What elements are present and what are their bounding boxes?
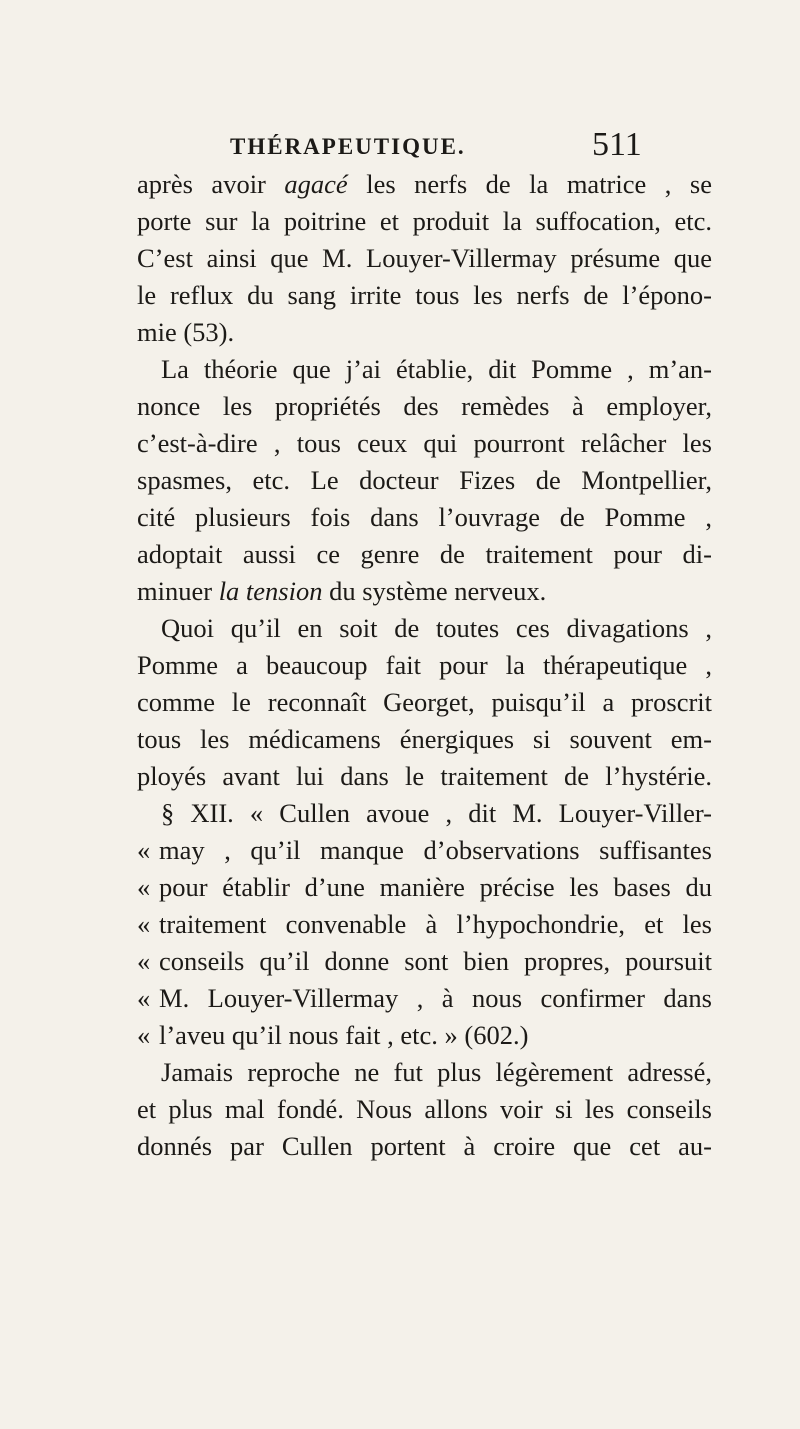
text-line: tous les médicamens énergiques si souvent em-: [137, 724, 712, 754]
quote-line: [137, 980, 712, 1017]
quote-text: may , qu’il manque d’observations suffisantes: [159, 835, 712, 865]
text-line: comme le reconnaît Georget, puisqu’il a proscrit: [137, 687, 712, 717]
quote-mark: «: [137, 872, 151, 902]
text-line: C’est ainsi que M. Louyer-Villermay présume que: [137, 243, 712, 273]
text-line: c’est-à-dire , tous ceux qui pourront relâcher les: [137, 428, 712, 458]
quote-mark: «: [137, 1020, 151, 1050]
emphasis: agacé: [284, 169, 348, 199]
text-line: Pomme a beaucoup fait pour la thérapeutique ,: [137, 650, 712, 680]
quote-mark: «: [137, 983, 151, 1013]
page-header: [0, 128, 800, 168]
quote-text: pour établir d’une manière précise les bases du: [159, 872, 712, 902]
running-title: THÉRAPEUTIQUE.: [230, 134, 466, 159]
text-line: et plus mal fondé. Nous allons voir si les conseils: [137, 1094, 712, 1124]
page-number: 511: [592, 126, 642, 163]
text-line: porte sur la poitrine et produit la suffocation, etc.: [137, 206, 712, 236]
quote-line: [137, 1017, 712, 1054]
quote-text: M. Louyer-Villermay , à nous confirmer dans: [159, 983, 712, 1013]
emphasis: la tension: [218, 576, 323, 606]
text-line: après avoir agacé les nerfs de la matrice , se: [137, 169, 712, 199]
quote-text: traitement convenable à l’hypochondrie, et les: [159, 909, 712, 939]
text-line: Quoi qu’il en soit de toutes ces divagations ,: [161, 613, 712, 643]
text-line: La théorie que j’ai établie, dit Pomme , m’an-: [161, 354, 712, 384]
quote-text: l’aveu qu’il nous fait , etc. » (602.): [159, 1020, 529, 1050]
quote-mark: «: [137, 946, 151, 976]
text-line: minuer la tension du système nerveux.: [137, 576, 547, 606]
text-line: Jamais reproche ne fut plus légèrement adressé,: [161, 1057, 712, 1087]
body-text: [137, 166, 712, 1165]
quote-text: conseils qu’il donne sont bien propres, poursuit: [159, 946, 712, 976]
quote-line: [137, 869, 712, 906]
text-line: cité plusieurs fois dans l’ouvrage de Pomme ,: [137, 502, 712, 532]
text-line: § XII. « Cullen avoue , dit M. Louyer-Viller-: [161, 798, 712, 828]
quote-line: [137, 943, 712, 980]
quote-line: [137, 832, 712, 869]
quote-mark: «: [137, 909, 151, 939]
text-line: spasmes, etc. Le docteur Fizes de Montpellier,: [137, 465, 712, 495]
text-line: le reflux du sang irrite tous les nerfs de l’épono-: [137, 280, 712, 310]
text-line: ployés avant lui dans le traitement de l’hystérie.: [137, 761, 712, 791]
text-line: donnés par Cullen portent à croire que cet au-: [137, 1131, 712, 1161]
text-line: mie (53).: [137, 317, 235, 347]
quote-mark: «: [137, 835, 151, 865]
text-line: nonce les propriétés des remèdes à employer,: [137, 391, 712, 421]
text-line: adoptait aussi ce genre de traitement pour di-: [137, 539, 712, 569]
quote-line: [137, 906, 712, 943]
